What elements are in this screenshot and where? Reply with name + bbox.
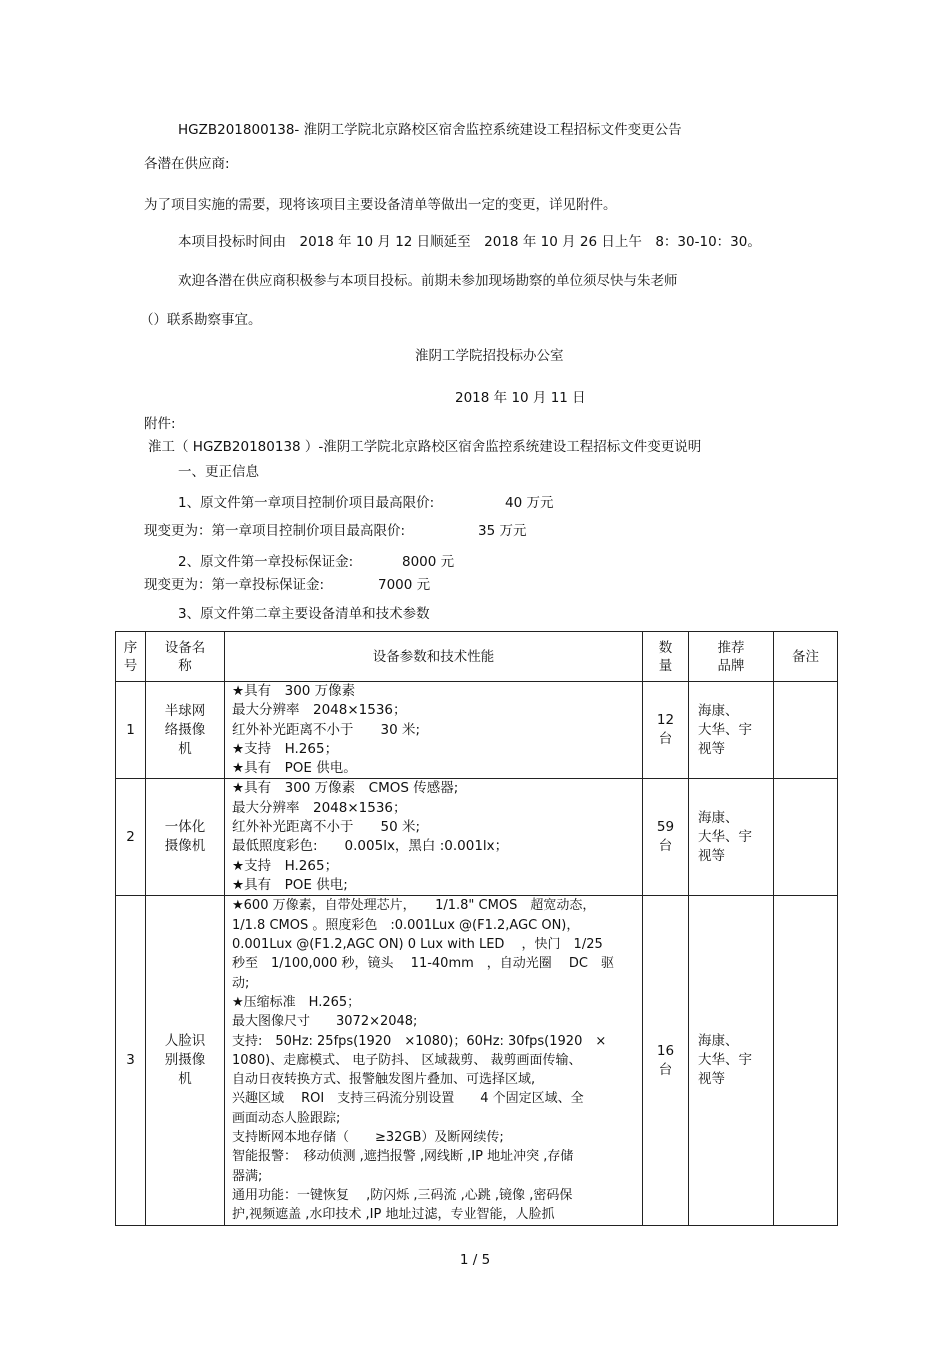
equipment-table [115, 631, 838, 1226]
page-number: 1 / 5 [459, 1252, 491, 1268]
item2-changed: 现变更为：第一章投标保证金: [144, 577, 325, 593]
qty-unit: 台 [658, 838, 673, 855]
param-line: ★压缩标准 H.265； [232, 994, 361, 1010]
param-line: 最大分辨率 2048×1536； [232, 702, 407, 719]
document-title: HGZB201800138- 淮阴工学院北京路校区宿舍监控系统建设工程招标文件变更公告 [178, 122, 682, 138]
brand-line: 海康、 [698, 809, 739, 826]
row-remark [774, 779, 838, 896]
row-brand [689, 896, 774, 1225]
param-line: 护,视频遮盖 ,水印技术 ,IP 地址过滤，专业智能，人脸抓 [232, 1207, 555, 1223]
param-line: 支持断网本地存储（ ≥32GB）及断网续传; [232, 1130, 504, 1146]
paragraph-change-notice: 为了项目实施的需要，现将该项目主要设备清单等做出一定的变更，详见附件。 [144, 197, 617, 213]
brand-line: 视等 [698, 1071, 725, 1087]
param-line: 兴趣区域 ROI 支持三码流分别设置 4 个固定区域、全 [232, 1091, 584, 1107]
brand-line: 大华、宇 [698, 828, 752, 845]
item1-changed-value: 35 万元 [478, 523, 527, 539]
row-device-name [146, 896, 225, 1225]
row-serial: 3 [116, 896, 146, 1225]
attachment-title: 淮工（ HGZB20180138 ）-淮阴工学院北京路校区宿舍监控系统建设工程招标文件变更说明 [148, 439, 702, 455]
item2-changed-value: 7000 元 [378, 577, 431, 593]
header-params: 设备参数和技术性能 [225, 632, 643, 682]
row-quantity [643, 682, 689, 779]
row-remark [774, 896, 838, 1225]
header-quantity [643, 632, 689, 682]
header-name-line1: 设备名 [164, 639, 206, 656]
param-line: ★具有 POE 供电; [232, 876, 348, 893]
item2-original-value: 8000 元 [402, 554, 455, 570]
table-row [116, 682, 838, 779]
attachment-label: 附件: [144, 416, 176, 432]
name-line: 一体化 [164, 819, 206, 836]
header-remark: 备注 [774, 632, 838, 682]
row-params [225, 682, 643, 779]
issue-date: 2018 年 10 月 11 日 [455, 390, 586, 406]
brand-line: 海康、 [698, 1033, 739, 1049]
row-remark [774, 682, 838, 779]
name-line: 别摄像 [164, 1052, 206, 1068]
param-line: ★具有 POE 供电。 [232, 760, 357, 777]
row-serial: 1 [116, 682, 146, 779]
brand-line: 视等 [698, 740, 725, 757]
name-line: 半球网 [164, 702, 206, 719]
param-line: ★600 万像素，自带处理芯片， 1/1.8" CMOS 超宽动态， [232, 898, 596, 914]
param-line: 红外补光距离不小于 50 米; [232, 819, 421, 836]
qty-unit: 台 [658, 731, 673, 748]
row-params [225, 896, 643, 1225]
param-line: 秒至 1/100,000 秒，镜头 11-40mm ，自动光圈 DC 驱 [232, 956, 614, 972]
table-row [116, 896, 838, 1225]
item3-heading: 3、原文件第二章主要设备清单和技术参数 [178, 606, 430, 622]
row-device-name [146, 682, 225, 779]
paragraph-invitation-line2: （）联系勘察事宜。 [140, 312, 262, 328]
item2-original: 2、原文件第一章投标保证金: [178, 554, 354, 570]
header-brand [689, 632, 774, 682]
header-device-name [146, 632, 225, 682]
brand-line: 视等 [698, 847, 725, 864]
paragraph-invitation-line1: 欢迎各潜在供应商积极参与本项目投标。前期未参加现场勘察的单位须尽快与朱老师 [178, 273, 678, 289]
param-line: 1/1.8 CMOS 。照度彩色 :0.001Lux @(F1.2,AGC ON)， [232, 917, 580, 933]
name-line: 络摄像 [164, 721, 206, 738]
param-line: 自动日夜转换方式、报警触发图片叠加、可选择区域, [232, 1072, 536, 1088]
header-qty-line1: 数 [658, 639, 673, 656]
header-serial-line2: 号 [123, 657, 138, 674]
qty-unit: 台 [658, 1061, 673, 1078]
header-serial-line1: 序 [123, 639, 138, 656]
brand-line: 海康、 [698, 702, 739, 719]
item1-original-value: 40 万元 [505, 495, 554, 511]
paragraph-bid-time: 本项目投标时间由 2018 年 10 月 12 日顺延至 2018 年 10 月 26 日上午 8：30-10：30。 [178, 234, 761, 250]
brand-line: 大华、宇 [698, 1052, 752, 1068]
param-line: 智能报警： 移动侦测 ,遮挡报警 ,网线断 ,IP 地址冲突 ,存储 [232, 1149, 574, 1165]
section-heading: 一、更正信息 [178, 464, 259, 480]
issuing-office: 淮阴工学院招投标办公室 [415, 348, 564, 364]
param-line: ★具有 300 万像素 [232, 683, 356, 699]
row-brand [689, 682, 774, 779]
header-name-line2: 称 [178, 657, 192, 674]
param-line: 器满; [232, 1168, 263, 1184]
param-line: 通用功能：一键恢复 ,防闪烁 ,三码流 ,心跳 ,镜像 ,密码保 [232, 1187, 573, 1203]
name-line: 机 [178, 740, 192, 757]
param-line: ★支持 H.265； [232, 857, 339, 874]
param-line: 支持: 50Hz: 25fps(1920 ×1080)；60Hz: 30fps(1920 × [232, 1033, 607, 1049]
header-brand-line2: 品牌 [717, 657, 745, 674]
row-serial: 2 [116, 779, 146, 896]
qty-value: 16 [656, 1042, 675, 1059]
item1-changed: 现变更为：第一章项目控制价项目最高限价: [144, 523, 406, 539]
table-header-row [116, 632, 838, 682]
param-line: ★支持 H.265； [232, 740, 339, 757]
param-line: 0.001Lux @(F1.2,AGC ON) 0 Lux with LED ，快门 1/25 [232, 937, 603, 953]
param-line: 画面动态人脸跟踪; [232, 1110, 341, 1126]
salutation: 各潜在供应商: [144, 156, 230, 172]
qty-value: 12 [656, 712, 675, 729]
header-qty-line2: 量 [658, 657, 673, 674]
param-line: 红外补光距离不小于 30 米; [232, 721, 421, 738]
header-serial [116, 632, 146, 682]
row-quantity [643, 896, 689, 1225]
name-line: 人脸识 [164, 1033, 206, 1049]
param-line: 1080)、走廊模式、 电子防抖、 区域裁剪、 裁剪画面传输、 [232, 1052, 582, 1068]
name-line: 机 [178, 1071, 192, 1087]
item1-original: 1、原文件第一章项目控制价项目最高限价: [178, 495, 435, 511]
param-line: 最低照度彩色: 0.005lx，黑白 :0.001lx； [232, 838, 509, 855]
header-brand-line1: 推荐 [717, 639, 745, 656]
brand-line: 大华、宇 [698, 721, 752, 738]
name-line: 摄像机 [164, 838, 206, 855]
row-quantity [643, 779, 689, 896]
row-brand [689, 779, 774, 896]
param-line: 最大图像尺寸 3072×2048; [232, 1014, 418, 1030]
param-line: ★具有 300 万像素 CMOS 传感器; [232, 780, 459, 797]
param-line: 最大分辨率 2048×1536； [232, 799, 407, 816]
row-device-name [146, 779, 225, 896]
qty-value: 59 [656, 819, 675, 836]
table-row [116, 779, 838, 896]
param-line: 动; [232, 975, 250, 991]
row-params [225, 779, 643, 896]
